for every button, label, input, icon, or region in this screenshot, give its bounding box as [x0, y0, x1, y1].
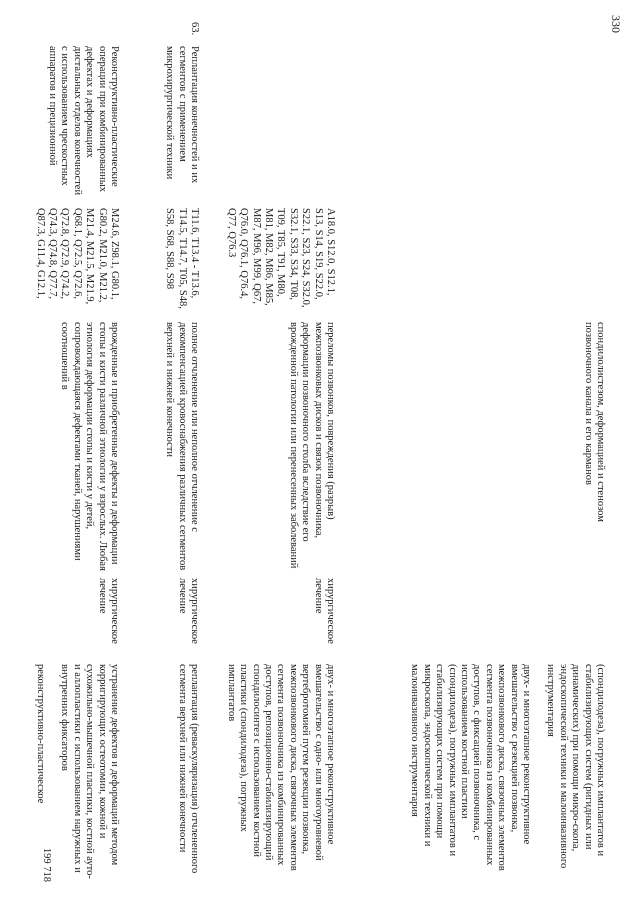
row-number: 63.	[189, 22, 200, 36]
method-text: реконструктивно-пластическое	[34, 664, 46, 804]
treatment-cell: хирургическое лечение	[96, 578, 120, 644]
page-number: 330	[609, 15, 623, 33]
procedure-name-cell: Реконструктивно-пластические операции при комбинированных дефектах и деформациях дистальных отделов конечностей с использованием чрескостных аппаратов и прецизионной	[46, 46, 120, 196]
code-cell: A18.0, S12.0, S12.1, S13, S14, S19, S22.0, S22.1, S23, S24, S32.0, S32.1, S33, S34, T08, T09, T85, T91, M80, M81, M82, M86, M85, M87, M96, M99, Q67, Q76.0, Q76.1, Q76.4, Q77, Q76.3	[225, 208, 336, 308]
method-cell: реплантация (реваскуляризация) отчлененного сегмента верхней или нижней конечности	[176, 664, 200, 874]
code-cell: T11.6, T13.4 - T13.6, T14.5, T14.7, T05, S48, S58, S68, S88, S98	[164, 208, 200, 309]
method-text: двух- и многоэтапное реконструктивное вмешательство с резекцией позвонка, межпозвонкового диска, связочных элементов сегмента позвоночника из комбинированных доступов, с фиксацией позвоночника, с использованием костной пластики (спондилодеза), погружных имплантатов и стабилизирующих систем при помощи микроскопа, эндоскопической техники и малоинвазивного инструментария	[409, 664, 532, 871]
treatment-cell: хирургическое лечение	[176, 578, 200, 644]
procedure-name-cell: Реплантация конечностей и их сегментов с применением микрохирургической техники	[164, 46, 200, 184]
code-cell: M24.6, Z98.1, G80.1, G80.2, M21.0, M21.2, M21.4, M21.5, M21.9, Q68.1, Q72.5, Q72.6, Q72.8, Q72.9, Q74.2, Q74.3, Q74.8, Q77.7, Q87.3, G11.4, G12.1,	[34, 208, 120, 305]
method-text: (спондилодеза), погружных имплантатов и стабилизирующих систем (ригидных или динамических) при помощи микро-скопа, эндоскопической техники и малоинвазивного инструментария	[545, 664, 606, 869]
diagnosis-cell: спондилолистезом, деформацией и стенозом позвоночного канала и его карманов	[582, 322, 606, 522]
treatment-cell: хирургическое лечение	[312, 578, 336, 644]
method-cell: двух- и многоэтапное реконструктивное вмешательство с одно- или многоуровневой вертебротомией путем резекции позвонка, межпозвонкового диска, связочных элементов сегмента позвоночника из комбинированных доступов, репозиционно-стабилизирующий спондилосинтез с использованием костной пластики (спондилодеза), погружных имплантатов	[225, 664, 336, 871]
row-code: 199 718	[41, 847, 52, 882]
method-text: устранение дефектов и деформаций методом корригирующих остеотомии, кожной и сухожильно-мышечной пластики, костной ауто- и аллопластики с использованием наружных и внутренних фиксаторов	[59, 664, 120, 879]
diagnosis-cell: полное отчленение или неполное отчленение с декомпенсацией кровоснабжения различных сегментов верхней и нижней конечности	[164, 322, 200, 571]
method-cell	[408, 664, 606, 882]
procedures-table	[20, 22, 620, 882]
rotated-page-content	[20, 22, 620, 882]
diagnosis-cell: переломы позвонков, повреждения (разрыв) межпозвонковых дисков и связок позвоночника, деформации позвоночного столба вследствие его врожденной патологии или перенесенных заболеваний	[287, 322, 336, 569]
diagnosis-cell: врожденные и приобретенные дефекты и деформации стопы и кисти различной этиологии у взрослых. Любая этиология деформации стопы и кисти у детей, сопровождающаяся дефектами тканей, нарушениями соотношений в	[59, 322, 120, 571]
